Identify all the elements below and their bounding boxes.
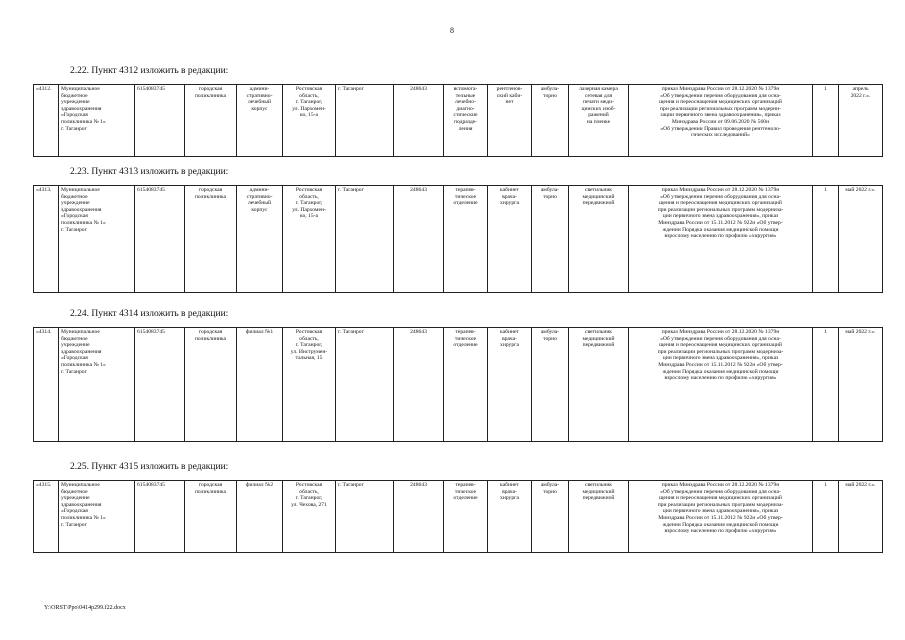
cell-legal-basis: приказ Минздрава России от 28.12.2020 № 1379н «Об утверждении перечня оборудования для осна- щения и переоснащения медицинских организаций при реализации региональных программ модерниза- ции первичного звена здравоохранения», приказ Минздрава России от 15.11.2012 № 922н «Об утвер- ждении Порядка оказания медицинской помощи взрослому населению по профилю «хирургия»	[629, 328, 813, 442]
cell-deadline: май 2022 г.».	[839, 186, 883, 293]
cell-quantity: 1	[813, 85, 839, 157]
cell-type: городская поликлиника	[185, 481, 237, 553]
table-row	[34, 481, 883, 553]
cell-number: «4312.	[34, 85, 59, 157]
cell-deadline: май 2022 г.».	[839, 328, 883, 442]
cell-legal-basis: приказ Минздрава России от 28.12.2020 № 1379н «Об утверждении перечня оборудования для осна- щения и переоснащения медицинских организаций при реализации региональных программ модерниза- ции первичного звена здравоохранения», приказ Минздрава России от 15.11.2012 № 922н «Об утвер- ждении Порядка оказания медицинской помощи взрослому населению по профилю «хирургия»	[629, 481, 813, 553]
cell-code: 248643	[394, 186, 444, 293]
cell-organization: Муниципальное бюджетное учреждение здравоохранения «Городская поликлиника № 1» г. Таганрог	[59, 328, 135, 442]
cell-equipment: светильник медицинский передвижной	[569, 186, 629, 293]
cell-department: вспомога- тельные лечебно- диагно- стические подразде- ления	[444, 85, 488, 157]
table-4314	[33, 327, 883, 442]
cell-address: Ростовская область, г. Таганрог, ул. Пархомен- ко, 15-а	[283, 186, 336, 293]
table-4313	[33, 185, 883, 293]
cell-room: кабинет врача- хирурга	[488, 186, 532, 293]
section-heading-4313: 2.23. Пункт 4313 изложить в редакции:	[70, 167, 229, 177]
cell-deadline: апрель 2022 г.».	[839, 85, 883, 157]
cell-code: 248643	[394, 481, 444, 553]
cell-building: админи- стративно- лечебный корпус	[237, 186, 283, 293]
cell-address: Ростовская область, г. Таганрог, ул. Инструмен- тальная, 15	[283, 328, 336, 442]
cell-building: админи- стративно- лечебный корпус	[237, 85, 283, 157]
cell-equipment: лазерная камера сетевая для печати меди- цинских изоб- ражений на пленке	[569, 85, 629, 157]
cell-inn: 6154083745	[135, 186, 185, 293]
cell-building: филиал №2	[237, 481, 283, 553]
file-path-footer: Y:\ORST\Ppo\0414p299.f22.docx	[44, 605, 126, 611]
cell-inn: 6154083745	[135, 328, 185, 442]
cell-type: городская поликлиника	[185, 186, 237, 293]
cell-type: городская поликлиника	[185, 85, 237, 157]
cell-organization: Муниципальное бюджетное учреждение здравоохранения «Городская поликлиника № 1» г. Таганрог	[59, 186, 135, 293]
cell-number: «4314.	[34, 328, 59, 442]
cell-quantity: 1	[813, 186, 839, 293]
cell-city: г. Таганрог	[336, 85, 394, 157]
cell-building: филиал №1	[237, 328, 283, 442]
cell-organization: Муниципальное бюджетное учреждение здравоохранения «Городская поликлиника № 1» г. Таганрог	[59, 85, 135, 157]
cell-room: кабинет врача- хирурга	[488, 328, 532, 442]
cell-organization: Муниципальное бюджетное учреждение здравоохранения «Городская поликлиника № 1» г. Таганрог	[59, 481, 135, 553]
cell-legal-basis: приказ Минздрава России от 28.12.2020 № 1379н «Об утверждении перечня оборудования для осна- щения и переоснащения медицинских организаций при реализации региональных программ модерни- зации первичного звена здравоохранения», приказ Минздрава России от 09.06.2020 № 560н «Об утверждении Правил проведения рентгеноло- гических исследований»	[629, 85, 813, 157]
section-heading-4315: 2.25. Пункт 4315 изложить в редакции:	[70, 462, 229, 472]
cell-code: 248643	[394, 85, 444, 157]
cell-deadline: май 2022 г.».	[839, 481, 883, 553]
cell-equipment: светильник медицинский передвижной	[569, 328, 629, 442]
cell-number: «4315.	[34, 481, 59, 553]
cell-city: г. Таганрог	[336, 186, 394, 293]
section-heading-4312: 2.22. Пункт 4312 изложить в редакции:	[70, 66, 229, 76]
cell-number: «4313.	[34, 186, 59, 293]
cell-city: г. Таганрог	[336, 481, 394, 553]
cell-quantity: 1	[813, 481, 839, 553]
cell-legal-basis: приказ Минздрава России от 28.12.2020 № 1379н «Об утверждении перечня оборудования для осна- щения и переоснащения медицинских организаций при реализации региональных программ модерниза- ции первичного звена здравоохранения», приказ Минздрава России от 15.11.2012 № 922н «Об утвер- ждении Порядка оказания медицинской помощи взрослому населению по профилю «хирургия»	[629, 186, 813, 293]
cell-care-form: амбула- торно	[532, 328, 569, 442]
cell-address: Ростовская область, г. Таганрог, ул. Пархомен- ко, 15-а	[283, 85, 336, 157]
cell-inn: 6154083745	[135, 481, 185, 553]
cell-city: г. Таганрог	[336, 328, 394, 442]
cell-address: Ростовская область, г. Таганрог, ул. Чехова, 271	[283, 481, 336, 553]
section-heading-4314: 2.24. Пункт 4314 изложить в редакции:	[70, 309, 229, 319]
table-4312	[33, 84, 883, 157]
cell-code: 248643	[394, 328, 444, 442]
table-row	[34, 186, 883, 293]
table-row	[34, 328, 883, 442]
cell-inn: 6154083745	[135, 85, 185, 157]
cell-room: рентгенов- ский каби- нет	[488, 85, 532, 157]
cell-care-form: амбула- торно	[532, 481, 569, 553]
cell-department: терапев- тическое отделение	[444, 328, 488, 442]
cell-department: терапев- тическое отделение	[444, 481, 488, 553]
cell-type: городская поликлиника	[185, 328, 237, 442]
cell-room: кабинет врача- хирурга	[488, 481, 532, 553]
table-4315	[33, 480, 883, 553]
cell-quantity: 1	[813, 328, 839, 442]
cell-equipment: светильник медицинский передвижной	[569, 481, 629, 553]
table-row	[34, 85, 883, 157]
page-number: 8	[450, 26, 454, 35]
cell-care-form: амбула- торно	[532, 85, 569, 157]
cell-care-form: амбула- торно	[532, 186, 569, 293]
cell-department: терапев- тическое отделение	[444, 186, 488, 293]
